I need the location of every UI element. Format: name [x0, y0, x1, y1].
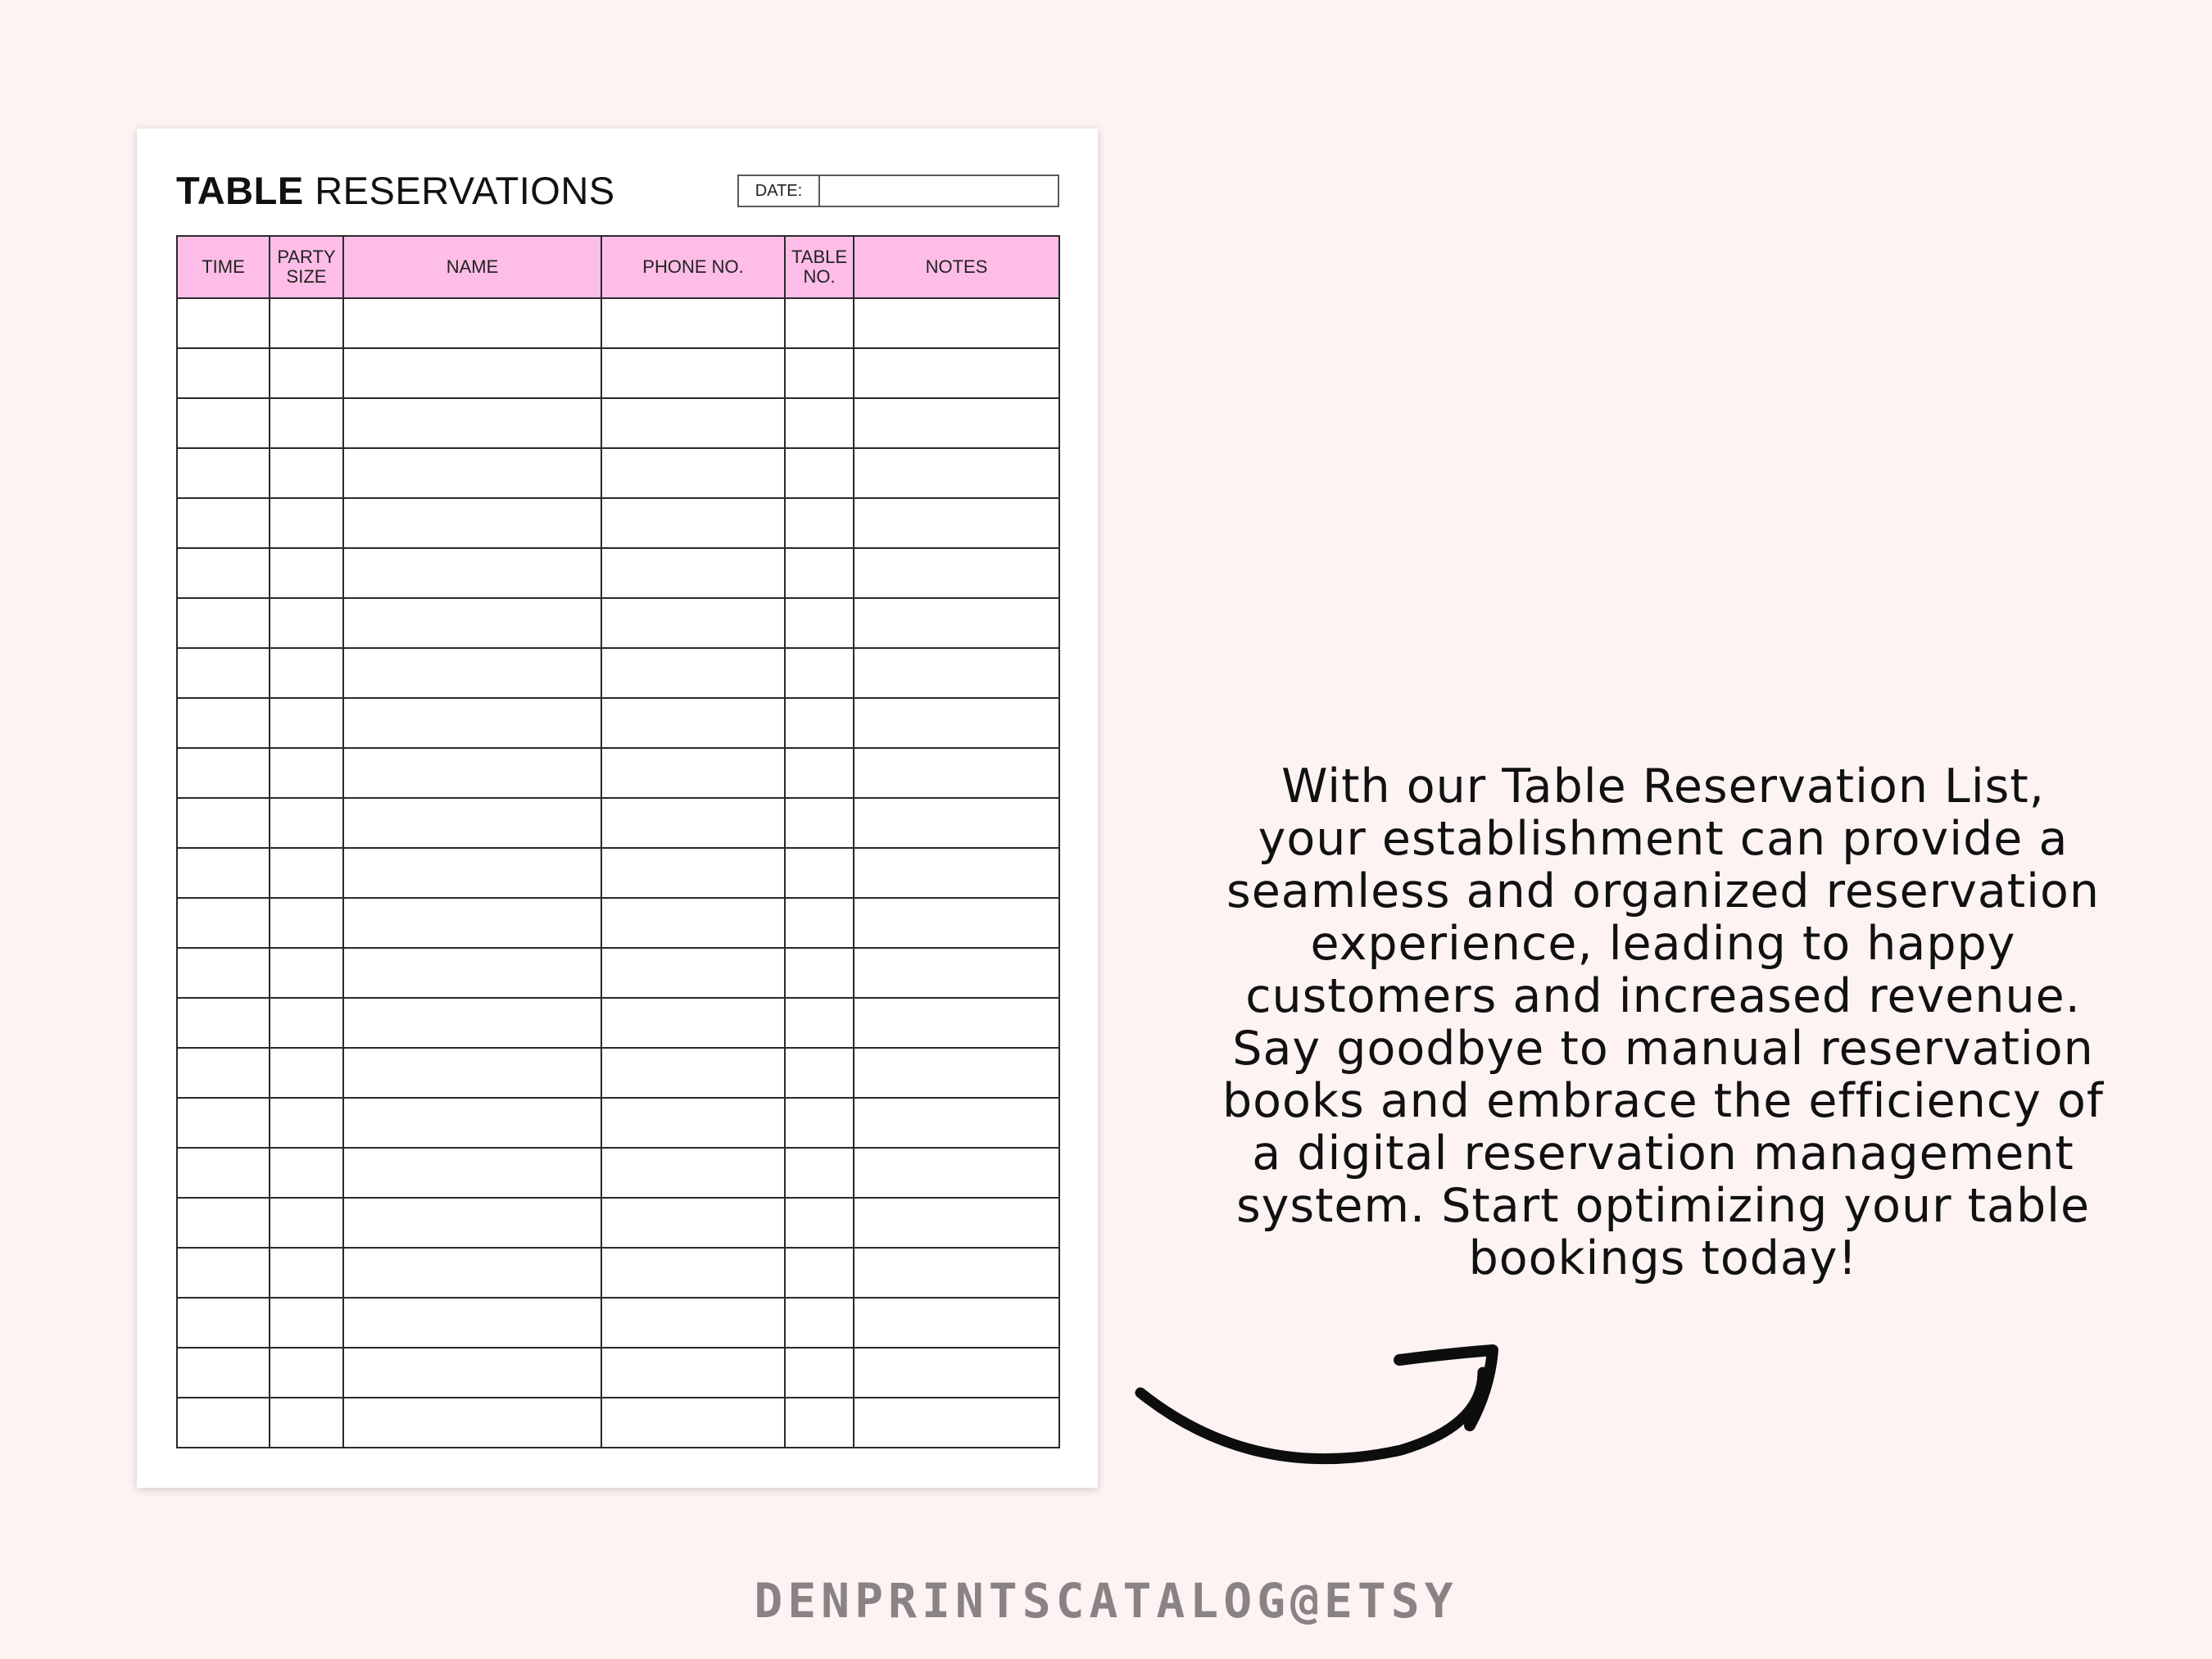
table-cell[interactable]: [343, 448, 601, 498]
table-body: [177, 298, 1059, 1448]
table-cell[interactable]: [177, 748, 270, 798]
table-cell[interactable]: [343, 1098, 601, 1148]
table-cell[interactable]: [177, 1198, 270, 1248]
table-cell[interactable]: [270, 1148, 343, 1198]
table-cell[interactable]: [177, 1298, 270, 1348]
table-cell[interactable]: [177, 1248, 270, 1298]
table-cell[interactable]: [785, 1098, 854, 1148]
reservations-table: [176, 235, 1060, 1448]
table-cell[interactable]: [177, 348, 270, 398]
table-cell[interactable]: [785, 648, 854, 698]
table-cell[interactable]: [270, 948, 343, 998]
table-row: [177, 1348, 1059, 1398]
table-cell[interactable]: [601, 748, 785, 798]
table-cell[interactable]: [785, 1398, 854, 1448]
table-cell[interactable]: [854, 748, 1059, 798]
table-cell[interactable]: [601, 548, 785, 598]
table-cell[interactable]: [854, 848, 1059, 898]
table-cell[interactable]: [854, 798, 1059, 848]
table-cell[interactable]: [785, 348, 854, 398]
table-cell[interactable]: [270, 798, 343, 848]
table-cell[interactable]: [343, 1398, 601, 1448]
table-cell[interactable]: [854, 498, 1059, 548]
column-header-party-size: PARTY SIZE: [270, 236, 343, 298]
table-cell[interactable]: [270, 998, 343, 1048]
sheet-title-rest: RESERVATIONS: [303, 169, 615, 212]
table-cell[interactable]: [854, 998, 1059, 1048]
table-row: [177, 1148, 1059, 1198]
table-cell[interactable]: [785, 948, 854, 998]
table-row: [177, 1098, 1059, 1148]
table-cell[interactable]: [270, 1298, 343, 1348]
table-cell[interactable]: [785, 1148, 854, 1198]
table-row: [177, 448, 1059, 498]
table-cell[interactable]: [270, 748, 343, 798]
table-cell[interactable]: [177, 848, 270, 898]
table-row: [177, 598, 1059, 648]
table-cell[interactable]: [601, 348, 785, 398]
table-row: [177, 1398, 1059, 1448]
table-cell[interactable]: [854, 1198, 1059, 1248]
table-cell[interactable]: [601, 448, 785, 498]
table-cell[interactable]: [785, 1298, 854, 1348]
table-cell[interactable]: [854, 598, 1059, 648]
table-row: [177, 648, 1059, 698]
table-cell[interactable]: [270, 348, 343, 398]
table-row: [177, 298, 1059, 348]
table-cell[interactable]: [177, 298, 270, 348]
table-cell[interactable]: [177, 598, 270, 648]
shop-watermark: DENPRINTSCATALOG@ETSY: [754, 1573, 1458, 1629]
table-row: [177, 1248, 1059, 1298]
table-cell[interactable]: [854, 898, 1059, 948]
table-cell[interactable]: [785, 448, 854, 498]
curved-arrow-icon: [1131, 1335, 1507, 1466]
column-header-table-no: TABLE NO.: [785, 236, 854, 298]
table-cell[interactable]: [601, 498, 785, 548]
table-cell[interactable]: [177, 498, 270, 548]
table-cell[interactable]: [270, 298, 343, 348]
table-cell[interactable]: [854, 1098, 1059, 1148]
table-row: [177, 1298, 1059, 1348]
table-cell[interactable]: [854, 1148, 1059, 1198]
table-cell[interactable]: [854, 298, 1059, 348]
table-cell[interactable]: [601, 948, 785, 998]
table-cell[interactable]: [270, 1248, 343, 1298]
table-row: [177, 398, 1059, 448]
table-cell[interactable]: [343, 298, 601, 348]
column-header-time: TIME: [177, 236, 270, 298]
table-cell[interactable]: [270, 598, 343, 648]
table-cell[interactable]: [343, 748, 601, 798]
table-cell[interactable]: [270, 548, 343, 598]
table-cell[interactable]: [601, 298, 785, 348]
table-cell[interactable]: [343, 598, 601, 648]
table-cell[interactable]: [177, 1048, 270, 1098]
table-row: [177, 748, 1059, 798]
table-row: [177, 348, 1059, 398]
table-cell[interactable]: [785, 548, 854, 598]
table-cell[interactable]: [270, 848, 343, 898]
table-cell[interactable]: [785, 1048, 854, 1098]
table-row: [177, 898, 1059, 948]
table-cell[interactable]: [343, 798, 601, 848]
table-cell[interactable]: [601, 1148, 785, 1198]
table-cell[interactable]: [601, 998, 785, 1048]
table-cell[interactable]: [177, 898, 270, 948]
table-cell[interactable]: [177, 548, 270, 598]
table-cell[interactable]: [343, 398, 601, 448]
table-cell[interactable]: [785, 298, 854, 348]
table-cell[interactable]: [854, 1398, 1059, 1448]
table-row: [177, 848, 1059, 898]
table-cell[interactable]: [854, 698, 1059, 748]
table-cell[interactable]: [343, 1198, 601, 1248]
table-cell[interactable]: [177, 798, 270, 848]
table-cell[interactable]: [854, 348, 1059, 398]
table-cell[interactable]: [343, 1148, 601, 1198]
table-cell[interactable]: [270, 1098, 343, 1148]
date-field[interactable]: [820, 176, 1058, 206]
description-text: With our Table Reservation List, your establishment can provide a seamless and organized reservation experience, leading to happy customers and increased revenue. Say goodbye to manual reservation books and embrace the efficiency of a digital reservation management system. Start optimizing your table bookings today!: [1222, 759, 2104, 1285]
table-cell[interactable]: [343, 848, 601, 898]
table-cell[interactable]: [343, 648, 601, 698]
table-row: [177, 548, 1059, 598]
table-cell[interactable]: [854, 948, 1059, 998]
table-cell[interactable]: [785, 498, 854, 548]
table-cell[interactable]: [177, 998, 270, 1048]
table-cell[interactable]: [601, 798, 785, 848]
table-cell[interactable]: [785, 1198, 854, 1248]
date-box: [737, 175, 1059, 207]
table-cell[interactable]: [177, 1098, 270, 1148]
table-cell[interactable]: [177, 1398, 270, 1448]
table-cell[interactable]: [601, 698, 785, 748]
table-header-row: [177, 236, 1059, 298]
table-cell[interactable]: [270, 1348, 343, 1398]
table-cell[interactable]: [177, 398, 270, 448]
table-cell[interactable]: [270, 1398, 343, 1448]
table-cell[interactable]: [785, 798, 854, 848]
table-cell[interactable]: [343, 498, 601, 548]
table-cell[interactable]: [601, 598, 785, 648]
table-cell[interactable]: [270, 1198, 343, 1248]
table-cell[interactable]: [854, 648, 1059, 698]
table-cell[interactable]: [343, 1248, 601, 1298]
table-cell[interactable]: [177, 1148, 270, 1198]
table-cell[interactable]: [785, 1348, 854, 1398]
table-row: [177, 698, 1059, 748]
column-header-notes: NOTES: [854, 236, 1059, 298]
table-cell[interactable]: [785, 898, 854, 948]
table-cell[interactable]: [270, 1048, 343, 1098]
table-cell[interactable]: [343, 548, 601, 598]
table-cell[interactable]: [177, 648, 270, 698]
table-cell[interactable]: [177, 448, 270, 498]
table-cell[interactable]: [785, 848, 854, 898]
table-cell[interactable]: [601, 398, 785, 448]
table-cell[interactable]: [785, 698, 854, 748]
table-row: [177, 498, 1059, 548]
table-row: [177, 998, 1059, 1048]
table-cell[interactable]: [177, 698, 270, 748]
column-header-name: NAME: [343, 236, 601, 298]
table-cell[interactable]: [270, 648, 343, 698]
table-cell[interactable]: [854, 1048, 1059, 1098]
column-header-phone: PHONE NO.: [601, 236, 785, 298]
table-cell[interactable]: [601, 1348, 785, 1398]
table-cell[interactable]: [785, 1248, 854, 1298]
table-cell[interactable]: [785, 998, 854, 1048]
table-cell[interactable]: [601, 1098, 785, 1148]
table-cell[interactable]: [177, 948, 270, 998]
table-cell[interactable]: [343, 1348, 601, 1398]
table-cell[interactable]: [601, 648, 785, 698]
table-cell[interactable]: [785, 598, 854, 648]
table-cell[interactable]: [270, 698, 343, 748]
table-cell[interactable]: [854, 398, 1059, 448]
table-row: [177, 1198, 1059, 1248]
table-cell[interactable]: [343, 948, 601, 998]
table-cell[interactable]: [854, 448, 1059, 498]
table-cell[interactable]: [270, 898, 343, 948]
sheet-title: [176, 168, 615, 213]
table-cell[interactable]: [854, 1298, 1059, 1348]
table-cell[interactable]: [343, 698, 601, 748]
table-cell[interactable]: [601, 898, 785, 948]
date-label: DATE:: [739, 176, 820, 206]
table-row: [177, 948, 1059, 998]
table-cell[interactable]: [343, 1048, 601, 1098]
table-cell[interactable]: [854, 1248, 1059, 1298]
table-row: [177, 798, 1059, 848]
table-cell[interactable]: [601, 1198, 785, 1248]
reservation-sheet: [137, 129, 1098, 1488]
table-cell[interactable]: [785, 398, 854, 448]
table-cell[interactable]: [601, 1398, 785, 1448]
table-cell[interactable]: [343, 348, 601, 398]
table-cell[interactable]: [854, 548, 1059, 598]
table-cell[interactable]: [270, 498, 343, 548]
table-cell[interactable]: [601, 848, 785, 898]
table-cell[interactable]: [343, 898, 601, 948]
table-cell[interactable]: [343, 1298, 601, 1348]
table-row: [177, 1048, 1059, 1098]
table-cell[interactable]: [601, 1298, 785, 1348]
table-cell[interactable]: [785, 748, 854, 798]
table-cell[interactable]: [270, 448, 343, 498]
table-cell[interactable]: [601, 1048, 785, 1098]
table-cell[interactable]: [177, 1348, 270, 1398]
table-cell[interactable]: [270, 398, 343, 448]
table-cell[interactable]: [601, 1248, 785, 1298]
table-cell[interactable]: [343, 998, 601, 1048]
sheet-title-bold: TABLE: [176, 169, 304, 212]
table-cell[interactable]: [854, 1348, 1059, 1398]
